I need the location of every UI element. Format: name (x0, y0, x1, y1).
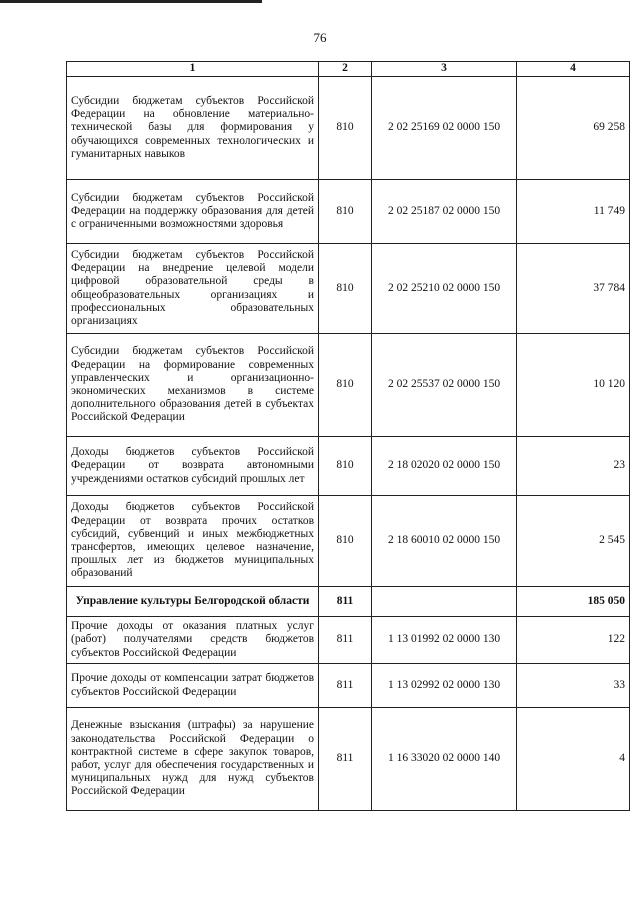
table-row (67, 708, 630, 811)
header-col-4: 4 (517, 62, 630, 77)
row-amount: 10 120 (517, 334, 630, 437)
row-admin-code: 810 (319, 180, 372, 244)
row-admin-code: 811 (319, 664, 372, 708)
row-description: Доходы бюджетов субъектов Российской Федерации от возврата автономными учреждениями остатков субсидий прошлых лет (67, 437, 319, 496)
row-description: Денежные взыскания (штрафы) за нарушение законодательства Российской Федерации о контрактной системе в сфере закупок товаров, работ, услуг для обеспечения государственных и муниципальных нужд для нужд субъектов Российской Федерации (67, 708, 319, 811)
revenue-table (66, 61, 630, 811)
row-amount: 23 (517, 437, 630, 496)
row-budget-code: 1 13 02992 02 0000 130 (372, 664, 517, 708)
row-admin-code: 810 (319, 334, 372, 437)
table-row (67, 437, 630, 496)
row-admin-code: 811 (319, 708, 372, 811)
row-description: Доходы бюджетов субъектов Российской Федерации от возврата прочих остатков субсидий, субвенций и иных межбюджетных трансфертов, имеющих целевое назначение, прошлых лет из бюджетов муниципальных образований (67, 496, 319, 587)
page-number: 76 (313, 30, 327, 45)
row-description: Субсидии бюджетам субъектов Российской Федерации на формирование современных управленческих и организационно-экономических механизмов в системе дополнительного образования детей в субъектах Российской Федерации (67, 334, 319, 437)
row-admin-code: 811 (319, 617, 372, 664)
row-description: Субсидии бюджетам субъектов Российской Федерации на внедрение целевой модели цифровой образовательной среды в общеобразовательных организациях и профессиональных образовательных организациях (67, 244, 319, 334)
row-admin-code: 811 (319, 587, 372, 617)
row-budget-code: 2 02 25210 02 0000 150 (372, 244, 517, 334)
row-admin-code: 810 (319, 496, 372, 587)
table-section-row (67, 587, 630, 617)
row-amount: 33 (517, 664, 630, 708)
row-budget-code: 2 18 60010 02 0000 150 (372, 496, 517, 587)
row-description: Субсидии бюджетам субъектов Российской Федерации на поддержку образования для детей с ограниченными возможностями здоровья (67, 180, 319, 244)
header-col-1: 1 (67, 62, 319, 77)
row-budget-code: 2 02 25537 02 0000 150 (372, 334, 517, 437)
row-amount: 2 545 (517, 496, 630, 587)
row-budget-code: 1 16 33020 02 0000 140 (372, 708, 517, 811)
row-description: Прочие доходы от компенсации затрат бюджетов субъектов Российской Федерации (67, 664, 319, 708)
table-row (67, 334, 630, 437)
row-amount: 4 (517, 708, 630, 811)
row-amount: 69 258 (517, 77, 630, 180)
section-total: 185 050 (517, 587, 630, 617)
section-title: Управление культуры Белгородской области (67, 587, 319, 617)
table-header-row (67, 62, 630, 77)
row-budget-code: 2 18 02020 02 0000 150 (372, 437, 517, 496)
row-amount: 122 (517, 617, 630, 664)
row-description: Субсидии бюджетам субъектов Российской Федерации на обновление материально-технической базы для формирования у обучающихся современных технологических и гуманитарных навыков (67, 77, 319, 180)
top-rule (0, 0, 262, 3)
row-amount: 37 784 (517, 244, 630, 334)
row-admin-code: 810 (319, 77, 372, 180)
row-budget-code: 2 02 25169 02 0000 150 (372, 77, 517, 180)
table-row (67, 244, 630, 334)
table-row (67, 617, 630, 664)
table-row (67, 664, 630, 708)
table-row (67, 180, 630, 244)
row-budget-code: 2 02 25187 02 0000 150 (372, 180, 517, 244)
table-row (67, 496, 630, 587)
row-description: Прочие доходы от оказания платных услуг (работ) получателями средств бюджетов субъектов Российской Федерации (67, 617, 319, 664)
row-amount: 11 749 (517, 180, 630, 244)
row-budget-code: 1 13 01992 02 0000 130 (372, 617, 517, 664)
row-admin-code: 810 (319, 437, 372, 496)
header-col-3: 3 (372, 62, 517, 77)
row-admin-code: 810 (319, 244, 372, 334)
row-budget-code (372, 587, 517, 617)
header-col-2: 2 (319, 62, 372, 77)
table-row (67, 77, 630, 180)
